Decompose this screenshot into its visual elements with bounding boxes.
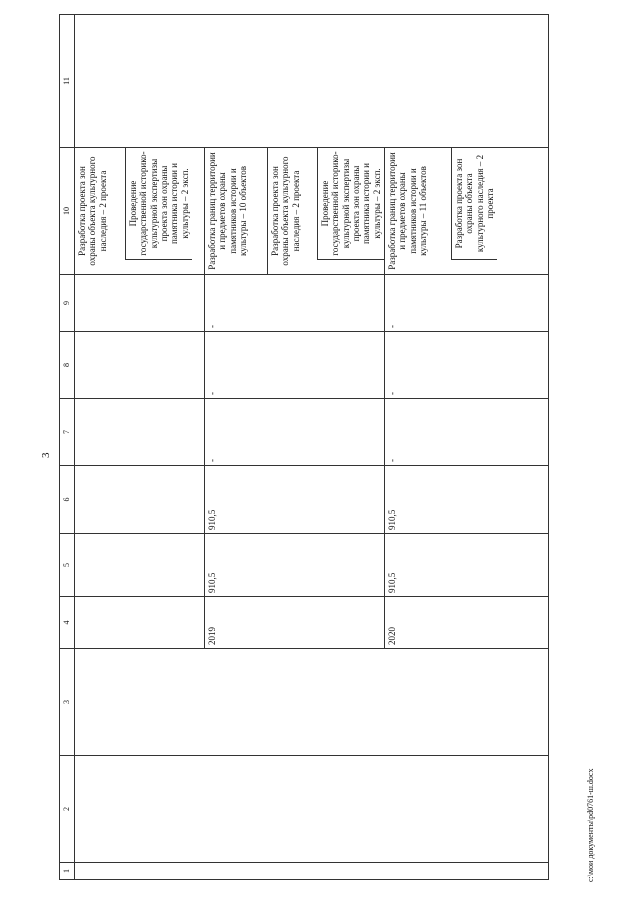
table-cell [75, 332, 205, 399]
header-cell: 1 [60, 863, 75, 880]
table-cell: - [205, 399, 385, 466]
data-table [59, 14, 549, 880]
header-cell: 11 [60, 15, 75, 148]
table-cell: 910,5 [205, 466, 385, 534]
table-cell: - [385, 275, 549, 332]
table-cell [75, 756, 549, 863]
work-item: Проведение государственной историко-культурной экспертизы проекта зон охраны памятника истории и культуры – 2 эксп. [317, 148, 384, 260]
work-item: Разработка проекта зон охраны объекта культурного наследия – 2 проекта [77, 156, 108, 266]
table-row [75, 15, 205, 880]
table-cell [75, 863, 549, 880]
table-cell: - [205, 275, 385, 332]
header-cell: 9 [60, 275, 75, 332]
table-cell: - [385, 399, 549, 466]
table-cell [385, 148, 549, 275]
table-cell: - [385, 332, 549, 399]
work-item: Разработка границ территории и предметов охраны памятников истории и культуры – 11 объектов [387, 152, 429, 270]
work-item: Разработка проекта зон охраны объекта культурного наследия – 2 проекта [451, 148, 497, 260]
header-cell: 6 [60, 466, 75, 534]
table-cell [75, 148, 205, 275]
table-cell [75, 597, 205, 649]
table-cell [75, 399, 205, 466]
rotated-table-wrapper [59, 20, 549, 880]
table-cell: 910,5 [385, 466, 549, 534]
header-cell: 10 [60, 148, 75, 275]
header-cell: 7 [60, 399, 75, 466]
header-cell: 2 [60, 756, 75, 863]
nested-cell-list [205, 148, 384, 274]
table-cell [75, 534, 205, 597]
table-cell [75, 15, 549, 148]
work-item: Разработка проекта зон охраны объекта культурного наследия – 2 проекта [267, 148, 317, 274]
header-cell: 5 [60, 534, 75, 597]
nested-cell-list [385, 148, 548, 274]
table-cell: - [205, 332, 385, 399]
table-cell [75, 649, 549, 756]
table-cell [75, 275, 205, 332]
year-cell: 2020 [385, 597, 549, 649]
table-cell [205, 148, 385, 275]
header-cell: 4 [60, 597, 75, 649]
header-cell: 3 [60, 649, 75, 756]
work-item: Проведение государственной историко-культурной экспертизы проекта зон охраны памятника истории и культуры – 2 эксп. [125, 148, 192, 260]
page-number: 3 [40, 452, 52, 458]
footer-file-path: c:\мои документы\pd0761-ш.docx [586, 768, 595, 882]
work-item: Разработка границ территории и предметов охраны памятников истории и культуры – 10 объектов [207, 152, 249, 270]
nested-cell-list [75, 148, 204, 274]
header-cell: 8 [60, 332, 75, 399]
table-cell: 910,5 [385, 534, 549, 597]
header-row [60, 15, 75, 880]
table-cell: 910,5 [205, 534, 385, 597]
table-cell [75, 466, 205, 534]
year-cell: 2019 [205, 597, 385, 649]
